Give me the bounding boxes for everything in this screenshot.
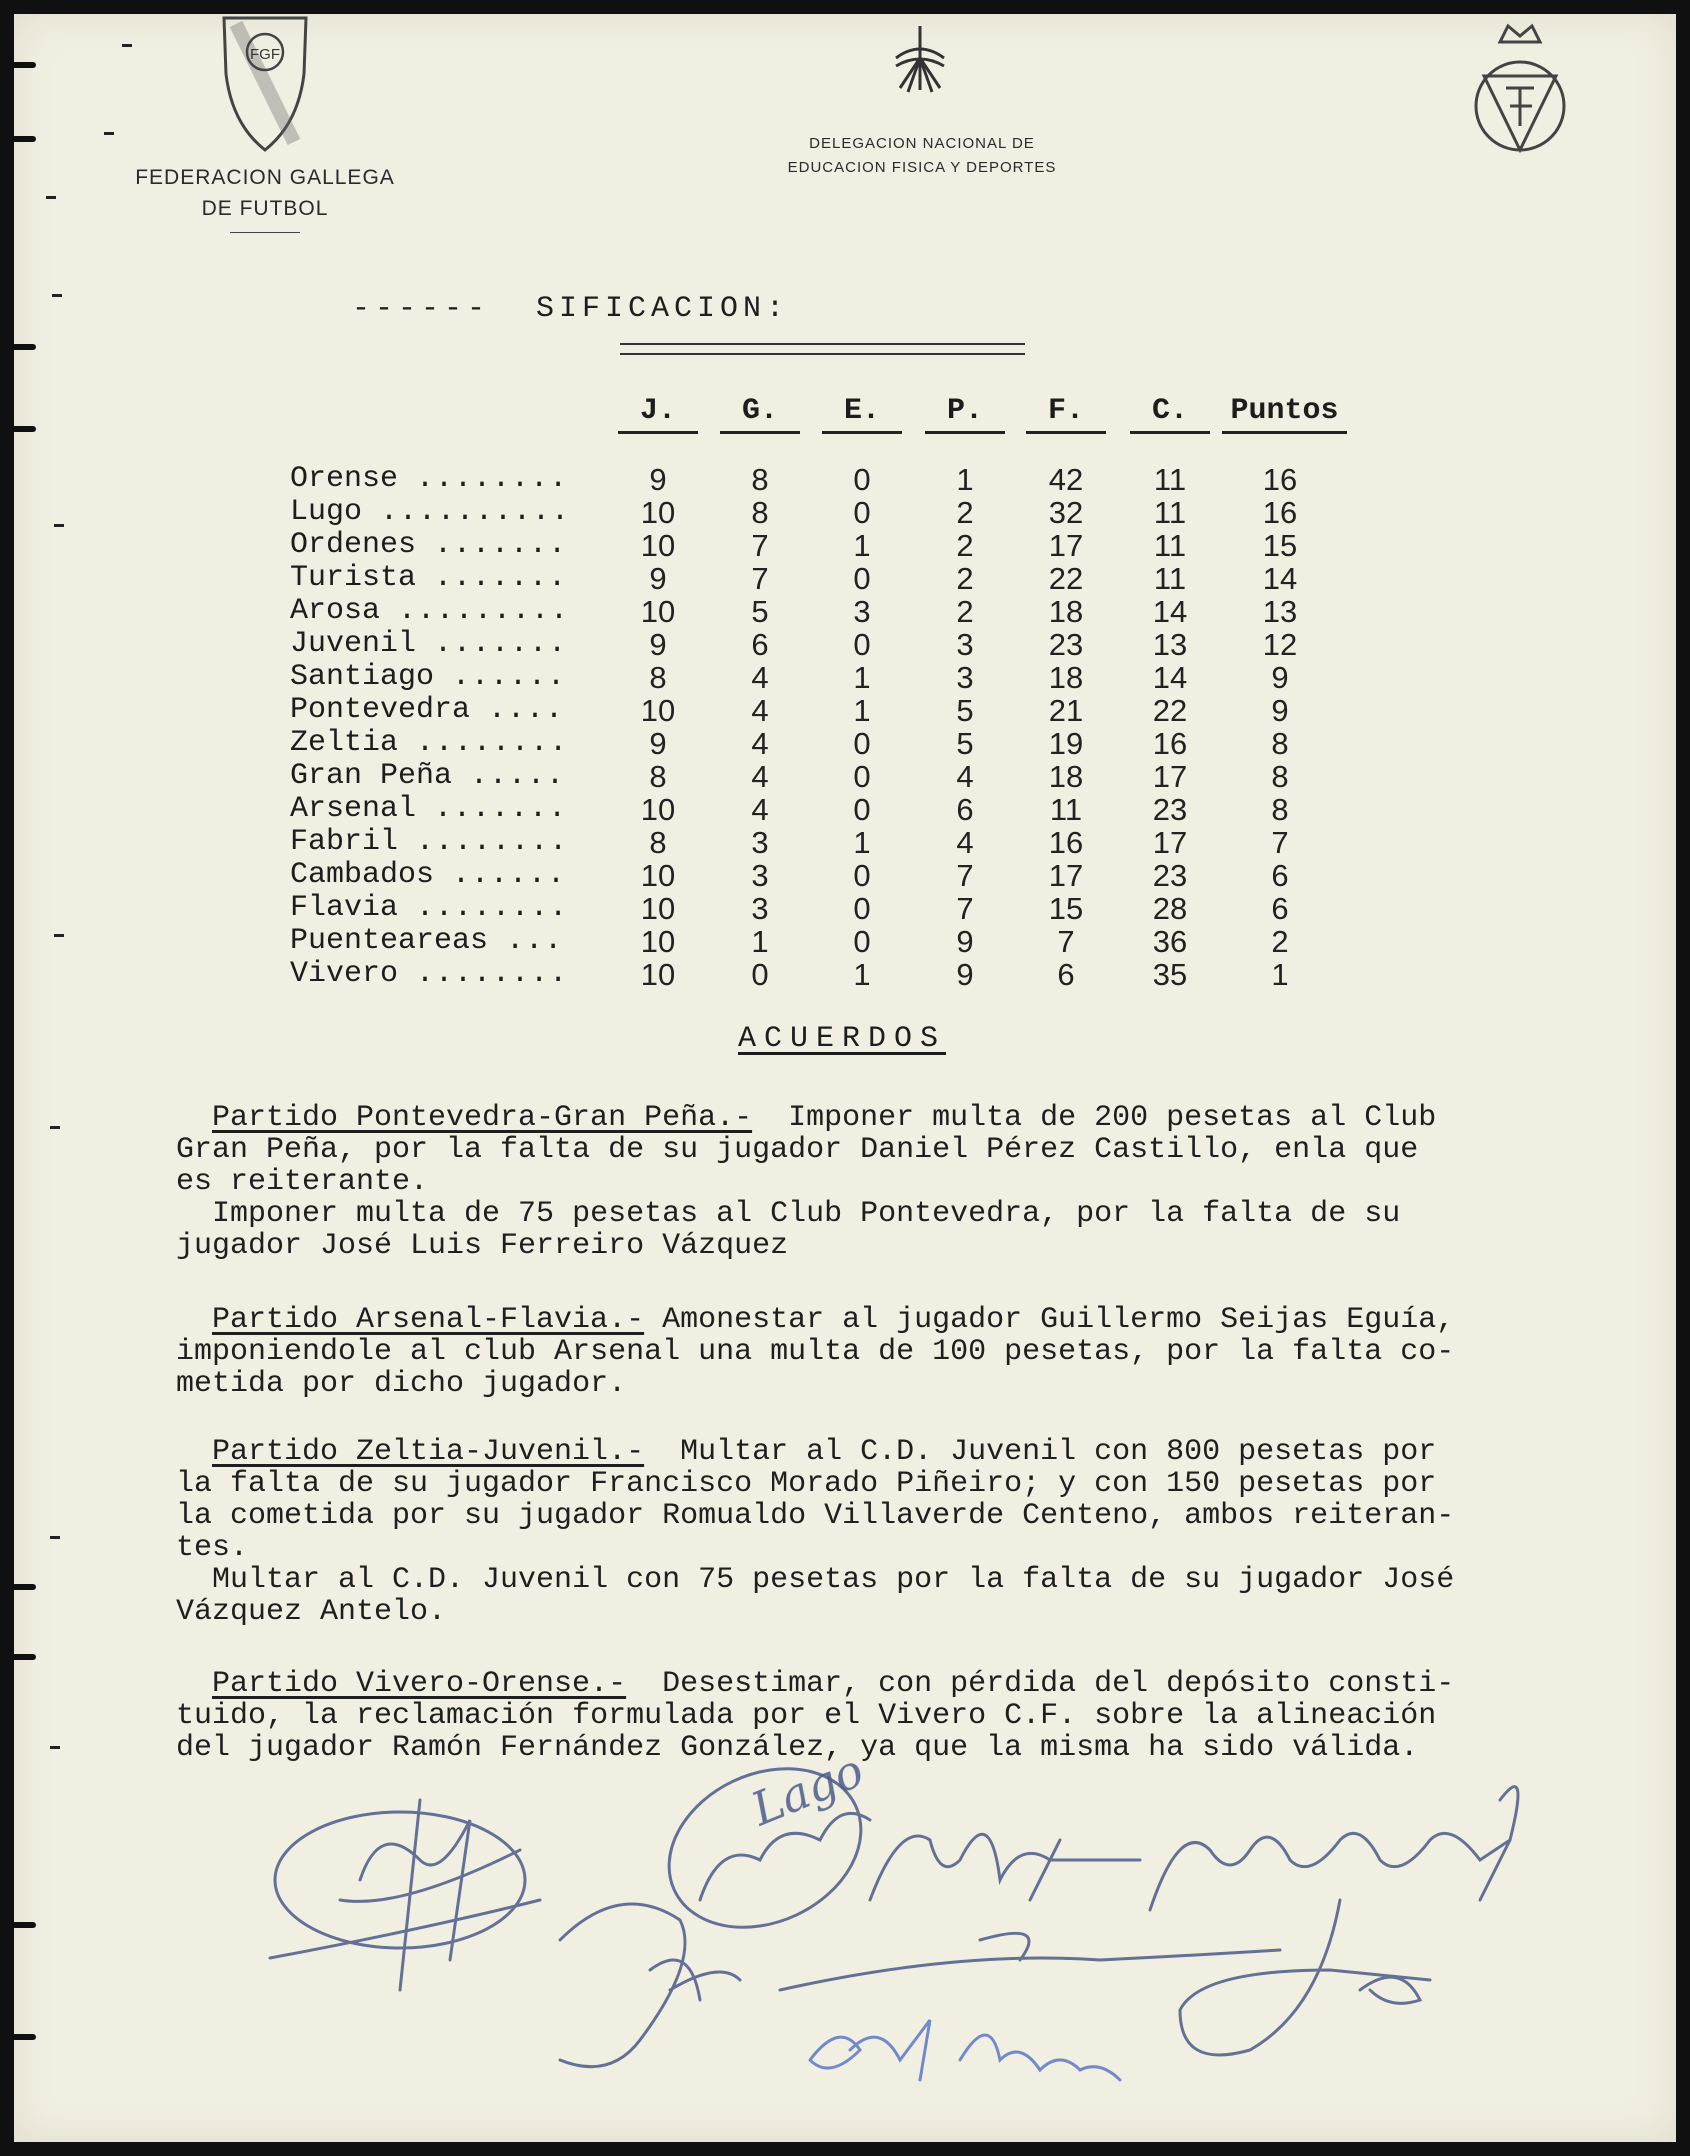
table-cell: 1 <box>956 462 974 497</box>
table-cell: 2 <box>956 528 974 563</box>
margin-mark <box>52 294 62 297</box>
agreement-paragraph <box>176 1304 1636 1400</box>
table-cell: 7 <box>956 858 974 893</box>
table-cell: 6 <box>1271 891 1289 926</box>
binder-hole <box>14 1922 36 1928</box>
table-cell: 0 <box>751 957 769 992</box>
table-cell: 4 <box>751 792 769 827</box>
column-header: J. <box>618 394 698 434</box>
table-cell: 19 <box>1048 726 1084 761</box>
leader-dots: ....... <box>434 528 568 562</box>
margin-mark <box>54 524 64 527</box>
table-cell: 10 <box>640 957 676 992</box>
table-cell: 3 <box>956 627 974 662</box>
margin-mark <box>122 44 132 47</box>
delegacion-line2: EDUCACION FISICA Y DEPORTES <box>787 159 1057 176</box>
table-cell: 5 <box>956 726 974 761</box>
margin-mark <box>50 1126 60 1129</box>
table-cell: 3 <box>751 858 769 893</box>
table-cell: 10 <box>640 891 676 926</box>
svg-text:FGF: FGF <box>250 46 280 63</box>
agreement-paragraph <box>176 1102 1636 1262</box>
table-cell: 5 <box>956 693 974 728</box>
table-cell: 42 <box>1048 462 1084 497</box>
column-header: C. <box>1130 394 1210 434</box>
column-header: E. <box>822 394 902 434</box>
team-name <box>290 957 568 991</box>
leader-dots: ....... <box>434 792 568 826</box>
agreement-text: Multar al C.D. Juvenil con 800 pesetas por <box>644 1435 1437 1469</box>
table-cell: 35 <box>1152 957 1188 992</box>
table-cell: 2 <box>956 561 974 596</box>
table-cell: 11 <box>1153 561 1187 596</box>
signature-lago-text: Lago <box>743 1743 871 1837</box>
agreement-text: Desestimar, con pérdida del depósito consti- <box>626 1667 1455 1701</box>
table-cell: 2 <box>956 594 974 629</box>
table-cell: 16 <box>1262 462 1298 497</box>
table-cell: 22 <box>1048 561 1084 596</box>
table-cell: 3 <box>956 660 974 695</box>
table-cell: 9 <box>1271 693 1289 728</box>
table-cell: 0 <box>853 792 871 827</box>
agreement-line: Multar al C.D. Juvenil con 75 pesetas por la falta de su jugador José <box>176 1563 1455 1597</box>
agreement-line: tuido, la reclamación formulada por el Vivero C.F. sobre la alineación <box>176 1699 1437 1733</box>
federation-name <box>95 162 435 224</box>
table-cell: 28 <box>1152 891 1188 926</box>
agreement-line <box>176 1102 1636 1134</box>
margin-mark <box>104 132 114 135</box>
table-cell: 17 <box>1152 825 1188 860</box>
document-page <box>14 14 1676 2142</box>
team-name <box>290 693 564 727</box>
team-name <box>290 825 568 859</box>
table-cell: 23 <box>1152 858 1188 893</box>
table-cell: 4 <box>956 759 974 794</box>
binder-hole <box>14 2034 36 2040</box>
table-cell: 10 <box>640 792 676 827</box>
table-cell: 32 <box>1048 495 1084 530</box>
table-cell: 10 <box>640 528 676 563</box>
binder-hole <box>14 1654 36 1660</box>
binder-hole <box>14 426 36 432</box>
team-label: Santiago <box>290 660 435 694</box>
binder-hole <box>14 136 36 142</box>
team-name <box>290 627 567 661</box>
team-name <box>290 528 567 562</box>
team-name <box>290 792 567 826</box>
table-cell: 23 <box>1152 792 1188 827</box>
team-name <box>290 891 568 925</box>
leader-dots: ....... <box>434 561 568 595</box>
agreement-line: del jugador Ramón Fernández González, ya que la misma ha sido válida. <box>176 1731 1419 1765</box>
table-cell: 18 <box>1048 759 1084 794</box>
table-cell: 23 <box>1048 627 1084 662</box>
table-cell: 0 <box>853 561 871 596</box>
team-label: Orense <box>290 462 399 496</box>
delegacion-line1: DELEGACION NACIONAL DE <box>809 135 1035 152</box>
federation-name-line2: DE FUTBOL <box>201 197 329 220</box>
binder-hole <box>14 62 36 68</box>
agreement-text: Imponer multa de 200 pesetas al Club <box>752 1101 1437 1135</box>
table-cell: 8 <box>1271 759 1289 794</box>
table-cell: 0 <box>853 627 871 662</box>
divider <box>230 232 300 233</box>
table-cell: 10 <box>640 693 676 728</box>
delegacion-header <box>742 132 1102 180</box>
yoke-and-arrows-emblem <box>890 22 950 94</box>
table-cell: 9 <box>649 726 667 761</box>
table-cell: 1 <box>853 693 871 728</box>
agreement-line: imponiendole al club Arsenal una multa de 100 pesetas, por la falta co- <box>176 1335 1455 1369</box>
table-cell: 4 <box>956 825 974 860</box>
table-cell: 9 <box>1271 660 1289 695</box>
table-cell: 2 <box>956 495 974 530</box>
table-cell: 1 <box>853 660 871 695</box>
table-cell: 14 <box>1262 561 1298 596</box>
table-cell: 4 <box>751 693 769 728</box>
agreement-line: Imponer multa de 75 pesetas al Club Pontevedra, por la falta de su <box>176 1197 1401 1231</box>
table-cell: 7 <box>1057 924 1075 959</box>
table-cell: 0 <box>853 891 871 926</box>
team-label: Lugo <box>290 495 363 529</box>
team-name <box>290 561 567 595</box>
agreement-line: metida por dicho jugador. <box>176 1367 627 1401</box>
table-cell: 0 <box>853 858 871 893</box>
acuerdos-title: ACUERDOS <box>738 1022 947 1056</box>
team-label: Arosa <box>290 594 381 628</box>
leader-dots: ......... <box>398 594 570 628</box>
leader-dots: ........ <box>416 825 569 859</box>
table-cell: 6 <box>956 792 974 827</box>
table-cell: 9 <box>649 561 667 596</box>
table-cell: 8 <box>649 759 667 794</box>
table-cell: 9 <box>649 462 667 497</box>
table-cell: 14 <box>1152 660 1188 695</box>
table-cell: 6 <box>751 627 769 662</box>
agreement-title: Partido Vivero-Orense.- <box>212 1667 627 1701</box>
team-label: Flavia <box>290 891 399 925</box>
table-cell: 6 <box>1057 957 1075 992</box>
team-label: Pontevedra <box>290 693 471 727</box>
table-cell: 2 <box>1271 924 1289 959</box>
table-cell: 8 <box>649 660 667 695</box>
column-header: G. <box>720 394 800 434</box>
leader-dots: ........ <box>416 957 569 991</box>
table-cell: 6 <box>1271 858 1289 893</box>
team-name <box>290 858 566 892</box>
team-name <box>290 726 568 760</box>
table-cell: 9 <box>649 627 667 662</box>
team-name <box>290 462 568 496</box>
table-cell: 1 <box>1271 957 1289 992</box>
leader-dots: .......... <box>380 495 571 529</box>
team-name <box>290 660 566 694</box>
margin-mark <box>46 196 56 199</box>
table-cell: 8 <box>751 495 769 530</box>
table-cell: 4 <box>751 660 769 695</box>
leader-dots: ....... <box>434 627 568 661</box>
table-cell: 16 <box>1262 495 1298 530</box>
margin-mark <box>50 1536 60 1539</box>
table-cell: 11 <box>1153 528 1187 563</box>
agreement-line: la cometida por su jugador Romualdo Villaverde Centeno, ambos reiteran- <box>176 1499 1455 1533</box>
table-cell: 17 <box>1152 759 1188 794</box>
table-cell: 13 <box>1262 594 1298 629</box>
agreement-line: jugador José Luis Ferreiro Vázquez <box>176 1229 789 1263</box>
table-cell: 10 <box>640 858 676 893</box>
table-cell: 10 <box>640 495 676 530</box>
agreement-line: Vázquez Antelo. <box>176 1595 447 1629</box>
column-header: Puntos <box>1222 394 1347 434</box>
leader-dots: ...... <box>452 660 567 694</box>
table-cell: 36 <box>1152 924 1188 959</box>
agreement-title: Partido Arsenal-Flavia.- <box>212 1303 645 1337</box>
table-cell: 1 <box>853 957 871 992</box>
table-cell: 7 <box>1271 825 1289 860</box>
team-label: Turista <box>290 561 417 595</box>
agreement-paragraph <box>176 1436 1636 1628</box>
table-cell: 0 <box>853 759 871 794</box>
table-cell: 14 <box>1152 594 1188 629</box>
team-label: Puenteareas <box>290 924 489 958</box>
fgf-shield-logo <box>218 14 312 154</box>
table-cell: 7 <box>751 528 769 563</box>
team-label: Juvenil <box>290 627 417 661</box>
agreement-paragraph <box>176 1668 1636 1764</box>
binder-hole <box>14 1584 36 1590</box>
table-cell: 8 <box>1271 726 1289 761</box>
team-label: Ordenes <box>290 528 417 562</box>
table-cell: 0 <box>853 924 871 959</box>
margin-mark <box>54 934 64 937</box>
table-cell: 10 <box>640 924 676 959</box>
table-cell: 3 <box>751 825 769 860</box>
table-cell: 8 <box>1271 792 1289 827</box>
table-cell: 3 <box>853 594 871 629</box>
table-cell: 8 <box>751 462 769 497</box>
table-cell: 0 <box>853 495 871 530</box>
leader-dots: ........ <box>416 462 569 496</box>
table-cell: 21 <box>1048 693 1084 728</box>
team-label: Arsenal <box>290 792 417 826</box>
margin-mark <box>50 1746 60 1749</box>
heading-double-rule <box>620 343 1025 355</box>
table-cell: 8 <box>649 825 667 860</box>
table-cell: 9 <box>956 924 974 959</box>
team-label: Zeltia <box>290 726 399 760</box>
table-cell: 15 <box>1262 528 1298 563</box>
agreement-line <box>176 1436 1636 1468</box>
table-cell: 13 <box>1152 627 1188 662</box>
table-cell: 11 <box>1049 792 1083 827</box>
table-cell: 3 <box>751 891 769 926</box>
agreement-line: es reiterante. <box>176 1165 429 1199</box>
table-cell: 16 <box>1152 726 1188 761</box>
table-cell: 4 <box>751 759 769 794</box>
column-header: F. <box>1026 394 1106 434</box>
column-header: P. <box>925 394 1005 434</box>
agreement-line <box>176 1668 1636 1700</box>
table-cell: 4 <box>751 726 769 761</box>
agreement-text: Amonestar al jugador Guillermo Seijas Eguía, <box>644 1303 1455 1337</box>
agreement-title: Partido Pontevedra-Gran Peña.- <box>212 1101 753 1135</box>
table-cell: 17 <box>1048 528 1084 563</box>
team-label: Fabril <box>290 825 399 859</box>
agreement-line: tes. <box>176 1531 249 1565</box>
table-cell: 15 <box>1048 891 1084 926</box>
table-cell: 18 <box>1048 594 1084 629</box>
binder-hole <box>14 344 36 350</box>
table-cell: 12 <box>1262 627 1298 662</box>
leader-dots: ........ <box>416 891 569 925</box>
table-cell: 18 <box>1048 660 1084 695</box>
leader-dots: ..... <box>470 759 566 793</box>
team-label: Gran Peña <box>290 759 453 793</box>
table-cell: 9 <box>956 957 974 992</box>
agreement-line: la falta de su jugador Francisco Morado Piñeiro; y con 150 pesetas por <box>176 1467 1437 1501</box>
team-label: Cambados <box>290 858 435 892</box>
table-cell: 0 <box>853 726 871 761</box>
agreement-line: Gran Peña, por la falta de su jugador Daniel Pérez Castillo, enla que <box>176 1133 1419 1167</box>
table-cell: 7 <box>956 891 974 926</box>
classification-heading: ------ SIFICACION: <box>352 292 790 326</box>
table-cell: 17 <box>1048 858 1084 893</box>
team-name <box>290 759 565 793</box>
table-cell: 11 <box>1153 495 1187 530</box>
leader-dots: ...... <box>452 858 567 892</box>
team-name <box>290 924 563 958</box>
table-cell: 7 <box>751 561 769 596</box>
leader-dots: ........ <box>416 726 569 760</box>
table-cell: 1 <box>853 825 871 860</box>
table-cell: 16 <box>1048 825 1084 860</box>
table-cell: 1 <box>853 528 871 563</box>
leader-dots: ... <box>506 924 564 958</box>
federation-name-line1: FEDERACION GALLEGA <box>135 166 395 189</box>
federation-crest-logo <box>1470 18 1570 158</box>
table-cell: 22 <box>1152 693 1188 728</box>
leader-dots: .... <box>488 693 565 727</box>
team-name <box>290 495 570 529</box>
table-cell: 1 <box>751 924 769 959</box>
team-label: Vivero <box>290 957 399 991</box>
table-cell: 11 <box>1153 462 1187 497</box>
agreement-line <box>176 1304 1636 1336</box>
team-name <box>290 594 569 628</box>
table-cell: 0 <box>853 462 871 497</box>
table-cell: 5 <box>751 594 769 629</box>
agreement-title: Partido Zeltia-Juvenil.- <box>212 1435 645 1469</box>
table-cell: 10 <box>640 594 676 629</box>
